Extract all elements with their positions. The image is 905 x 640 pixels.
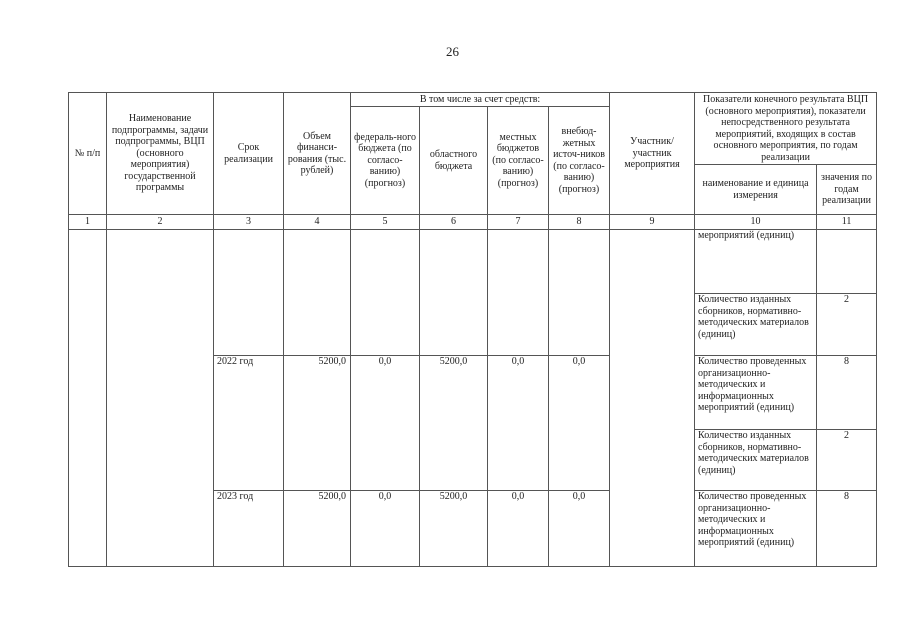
local-cell: 0,0 (488, 491, 549, 567)
col-number: 8 (549, 215, 610, 230)
row-num-cell (69, 230, 107, 567)
header-regional: областного бюджета (420, 107, 488, 215)
indicator-value: 2 (817, 430, 877, 491)
header-volume: Объем финанси-рования (тыс. рублей) (284, 93, 351, 215)
header-sources-group: В том числе за счет средств: (351, 93, 610, 107)
col-number: 9 (610, 215, 695, 230)
local-cell-empty (488, 230, 549, 356)
indicator-name: Количество изданных сборников, нормативно-методических материалов (единиц) (695, 430, 817, 491)
row-name-cell (107, 230, 214, 567)
participant-cell (610, 230, 695, 567)
federal-cell: 0,0 (351, 356, 420, 491)
col-number: 11 (817, 215, 877, 230)
year-cell-empty (214, 230, 284, 356)
header-name: Наименование подпрограммы, задачи подпрограммы, ВЦП (основного мероприятия) государственной программы (107, 93, 214, 215)
col-number: 6 (420, 215, 488, 230)
header-num: № п/п (69, 93, 107, 215)
regional-cell: 5200,0 (420, 491, 488, 567)
volume-cell: 5200,0 (284, 356, 351, 491)
header-ind-values: значения по годам реализации (817, 165, 877, 215)
year-cell: 2023 год (214, 491, 284, 567)
col-number: 10 (695, 215, 817, 230)
volume-cell-empty (284, 230, 351, 356)
extra-cell: 0,0 (549, 491, 610, 567)
header-ind-name: наименование и единица измерения (695, 165, 817, 215)
extra-cell: 0,0 (549, 356, 610, 491)
header-term: Срок реализации (214, 93, 284, 215)
col-number: 7 (488, 215, 549, 230)
header-participant: Участник/ участник мероприятия (610, 93, 695, 215)
year-cell: 2022 год (214, 356, 284, 491)
header-local: местных бюджетов (по согласо-ванию) (прогноз) (488, 107, 549, 215)
page-number: 26 (446, 44, 459, 59)
col-number: 4 (284, 215, 351, 230)
col-number: 1 (69, 215, 107, 230)
volume-cell: 5200,0 (284, 491, 351, 567)
indicator-name: мероприятий (единиц) (695, 230, 817, 294)
federal-cell: 0,0 (351, 491, 420, 567)
header-federal: федераль-ного бюджета (по согласо-ванию) (прогноз) (351, 107, 420, 215)
program-table (68, 92, 877, 567)
header-extra: внебюд-жетных источ-ников (по согласо-ванию) (прогноз) (549, 107, 610, 215)
col-number: 3 (214, 215, 284, 230)
federal-cell-empty (351, 230, 420, 356)
col-number: 5 (351, 215, 420, 230)
indicator-name: Количество проведенных организационно-методических и информационных мероприятий (единиц) (695, 356, 817, 430)
regional-cell: 5200,0 (420, 356, 488, 491)
local-cell: 0,0 (488, 356, 549, 491)
extra-cell-empty (549, 230, 610, 356)
indicator-name: Количество изданных сборников, нормативно-методических материалов (единиц) (695, 294, 817, 356)
header-indicators-group: Показатели конечного результата ВЦП (основного мероприятия), показатели непосредственного результата мероприятий, входящих в состав основного мероприятия, по годам реализации (695, 93, 877, 165)
indicator-value: 8 (817, 491, 877, 567)
indicator-value (817, 230, 877, 294)
col-number: 2 (107, 215, 214, 230)
indicator-value: 2 (817, 294, 877, 356)
indicator-name: Количество проведенных организационно-методических и информационных мероприятий (единиц) (695, 491, 817, 567)
regional-cell-empty (420, 230, 488, 356)
indicator-value: 8 (817, 356, 877, 430)
